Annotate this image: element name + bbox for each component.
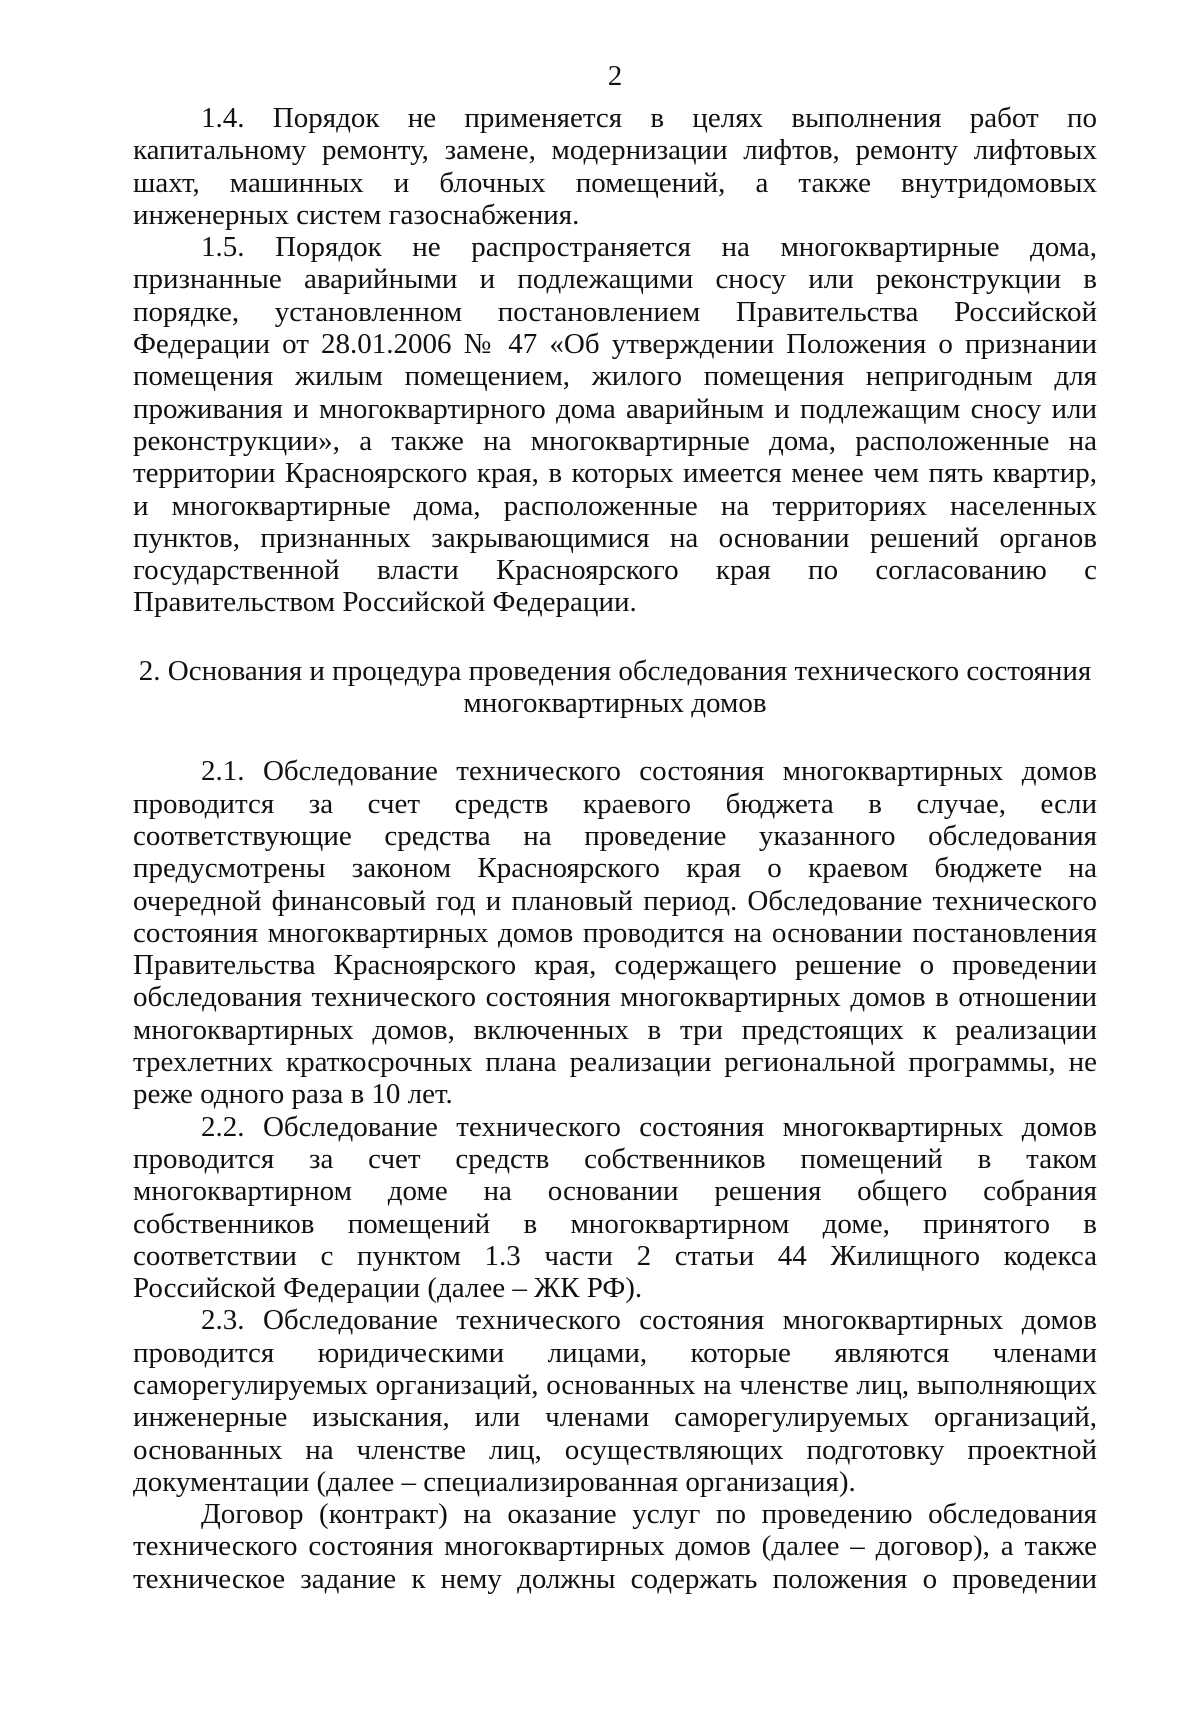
section-heading-line-2: многоквартирных домов [463,687,767,720]
paragraph-2-2: 2.2. Обследование технического состояния многоквартирных домов проводится за счет средств собственников помещений в таком многоквартирном доме на основании решения общего собрания собственников помещений в многоквартирном доме, принятого в соответствии с пунктом 1.3 части 2 статьи 44 Жилищного кодекса Российской Федерации (далее – ЖК РФ). [133,1110,1097,1305]
paragraph-1-4: 1.4. Порядок не применяется в целях выполнения работ по капитальному ремонту, замене, модернизации лифтов, ремонту лифтовых шахт, машинных и блочных помещений, а также внутридомовых инженерных систем газоснабжения. [133,102,1097,231]
paragraph-2-3: 2.3. Обследование технического состояния многоквартирных домов проводится юридическими лицами, которые являются членами саморегулируемых организаций, основанных на членстве лиц, выполняющих инженерные изыскания, или членами саморегулируемых организаций, основанных на членстве лиц, осуществляющих подготовку проектной документации (далее – специализированная организация). [133,1304,1097,1498]
section-heading-line-1: 2. Основания и процедура проведения обследования технического состояния [138,654,1092,687]
section-heading-2 [133,655,1097,720]
paragraph-1-5: 1.5. Порядок не распространяется на многоквартирные дома, признанные аварийными и подлежащими сносу или реконструкции в порядке, установленном постановлением Правительства Российской Федерации от 28.01.2006 № 47 «Об утверждении Положения о признании помещения жилым помещением, жилого помещения непригодным для проживания и многоквартирного дома аварийным и подлежащим сносу или реконструкции», а также на многоквартирные дома, расположенные на территории Красноярского края, в которых имеется менее чем пять квартир, и многоквартирные дома, расположенные на территориях населенных пунктов, признанных закрывающимися на основании решений органов государственной власти Красноярского края по согласованию с Правительством Российской Федерации. [133,231,1097,619]
page-number: 2 [607,60,623,92]
document-page [133,60,1097,1595]
paragraph-contract: Договор (контракт) на оказание услуг по проведению обследования технического состояния многоквартирных домов (далее – договор), а также техническое задание к нему должны содержать положения о проведении [133,1498,1097,1595]
paragraph-2-1: 2.1. Обследование технического состояния многоквартирных домов проводится за счет средств краевого бюджета в случае, если соответствующие средства на проведение указанного обследования предусмотрены законом Красноярского края о краевом бюджете на очередной финансовый год и плановый период. Обследование технического состояния многоквартирных домов проводится на основании постановления Правительства Красноярского края, содержащего решение о проведении обследования технического состояния многоквартирных домов в отношении многоквартирных домов, включенных в три предстоящих к реализации трехлетних краткосрочных плана реализации региональной программы, не реже одного раза в 10 лет. [133,755,1097,1111]
